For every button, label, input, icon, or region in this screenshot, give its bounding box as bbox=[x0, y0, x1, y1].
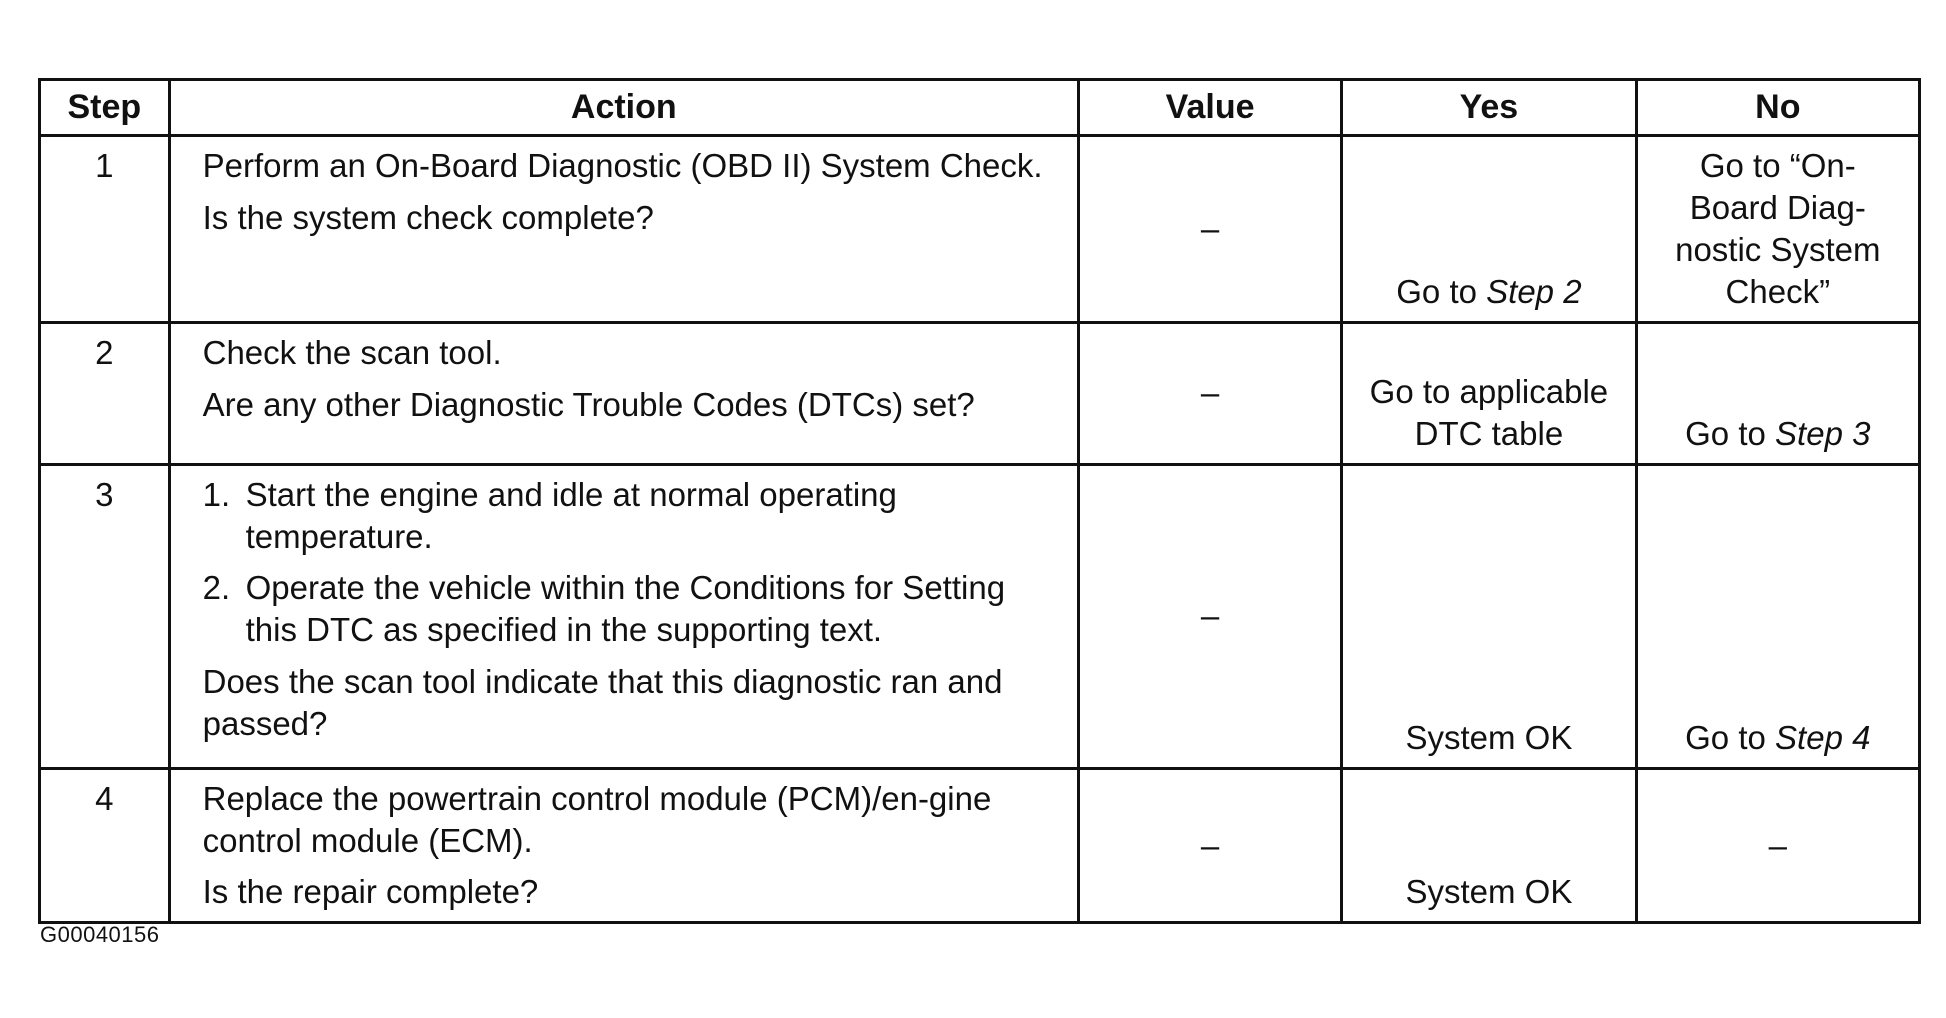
yes-cell bbox=[1342, 136, 1636, 323]
table-row bbox=[40, 136, 1920, 323]
list-item-text: Operate the vehicle within the Conditions for Setting this DTC as specified in the supporting text. bbox=[245, 569, 1006, 649]
yes-step-ref: Step 2 bbox=[1486, 272, 1582, 310]
yes-text: Go to applicable DTC table bbox=[1369, 372, 1609, 452]
value-cell: – bbox=[1078, 464, 1341, 768]
action-question: Is the system check complete? bbox=[202, 198, 654, 236]
step-number: 3 bbox=[40, 464, 170, 768]
step-number: 2 bbox=[40, 322, 170, 464]
yes-prefix: Go to bbox=[1396, 272, 1487, 310]
no-cell bbox=[1636, 464, 1919, 768]
no-cell bbox=[1636, 136, 1919, 323]
table-row bbox=[40, 768, 1920, 923]
no-prefix: Go to bbox=[1685, 718, 1776, 756]
header-action: Action bbox=[169, 80, 1078, 136]
no-step-ref: Step 4 bbox=[1775, 718, 1871, 756]
list-item-number: 1. bbox=[202, 475, 231, 513]
value-cell: – bbox=[1078, 136, 1341, 323]
yes-cell bbox=[1342, 768, 1636, 923]
action-text: Check the scan tool. bbox=[202, 333, 502, 371]
header-yes: Yes bbox=[1342, 80, 1636, 136]
action-text: Replace the powertrain control module (PCM)/en-gine control module (ECM). bbox=[202, 779, 992, 859]
yes-text: System OK bbox=[1405, 718, 1573, 756]
action-list bbox=[203, 474, 1059, 652]
diagnostic-table bbox=[38, 78, 1921, 924]
header-value: Value bbox=[1078, 80, 1341, 136]
value-cell: – bbox=[1078, 768, 1341, 923]
table-header-row bbox=[40, 80, 1920, 136]
list-item-text: Start the engine and idle at normal operating temperature. bbox=[245, 475, 897, 555]
value-cell: – bbox=[1078, 322, 1341, 464]
list-item bbox=[203, 567, 1059, 651]
action-question: Is the repair complete? bbox=[202, 873, 539, 911]
list-item-number: 2. bbox=[202, 569, 231, 607]
action-question: Are any other Diagnostic Trouble Codes (DTCs) set? bbox=[202, 385, 975, 423]
action-text: Perform an On-Board Diagnostic (OBD II) System Check. bbox=[202, 147, 1043, 184]
action-cell bbox=[169, 136, 1078, 323]
action-question: Does the scan tool indicate that this diagnostic ran and passed? bbox=[202, 663, 1003, 743]
yes-cell bbox=[1342, 322, 1636, 464]
figure-id: G00040156 bbox=[40, 922, 160, 947]
list-item bbox=[203, 474, 1059, 558]
no-cell bbox=[1636, 322, 1919, 464]
no-text: – bbox=[1768, 826, 1787, 864]
step-number: 4 bbox=[40, 768, 170, 923]
header-no: No bbox=[1636, 80, 1919, 136]
table-row bbox=[40, 464, 1920, 768]
step-number: 1 bbox=[40, 136, 170, 323]
no-step-ref: Step 3 bbox=[1775, 414, 1871, 452]
action-cell bbox=[169, 322, 1078, 464]
header-step: Step bbox=[40, 80, 170, 136]
no-text: Go to “On-Board Diag-nostic System Check” bbox=[1675, 147, 1881, 310]
action-cell bbox=[169, 464, 1078, 768]
action-cell bbox=[169, 768, 1078, 923]
table-row bbox=[40, 322, 1920, 464]
no-cell bbox=[1636, 768, 1919, 923]
no-prefix: Go to bbox=[1685, 414, 1776, 452]
yes-cell bbox=[1342, 464, 1636, 768]
yes-text: System OK bbox=[1405, 873, 1573, 911]
